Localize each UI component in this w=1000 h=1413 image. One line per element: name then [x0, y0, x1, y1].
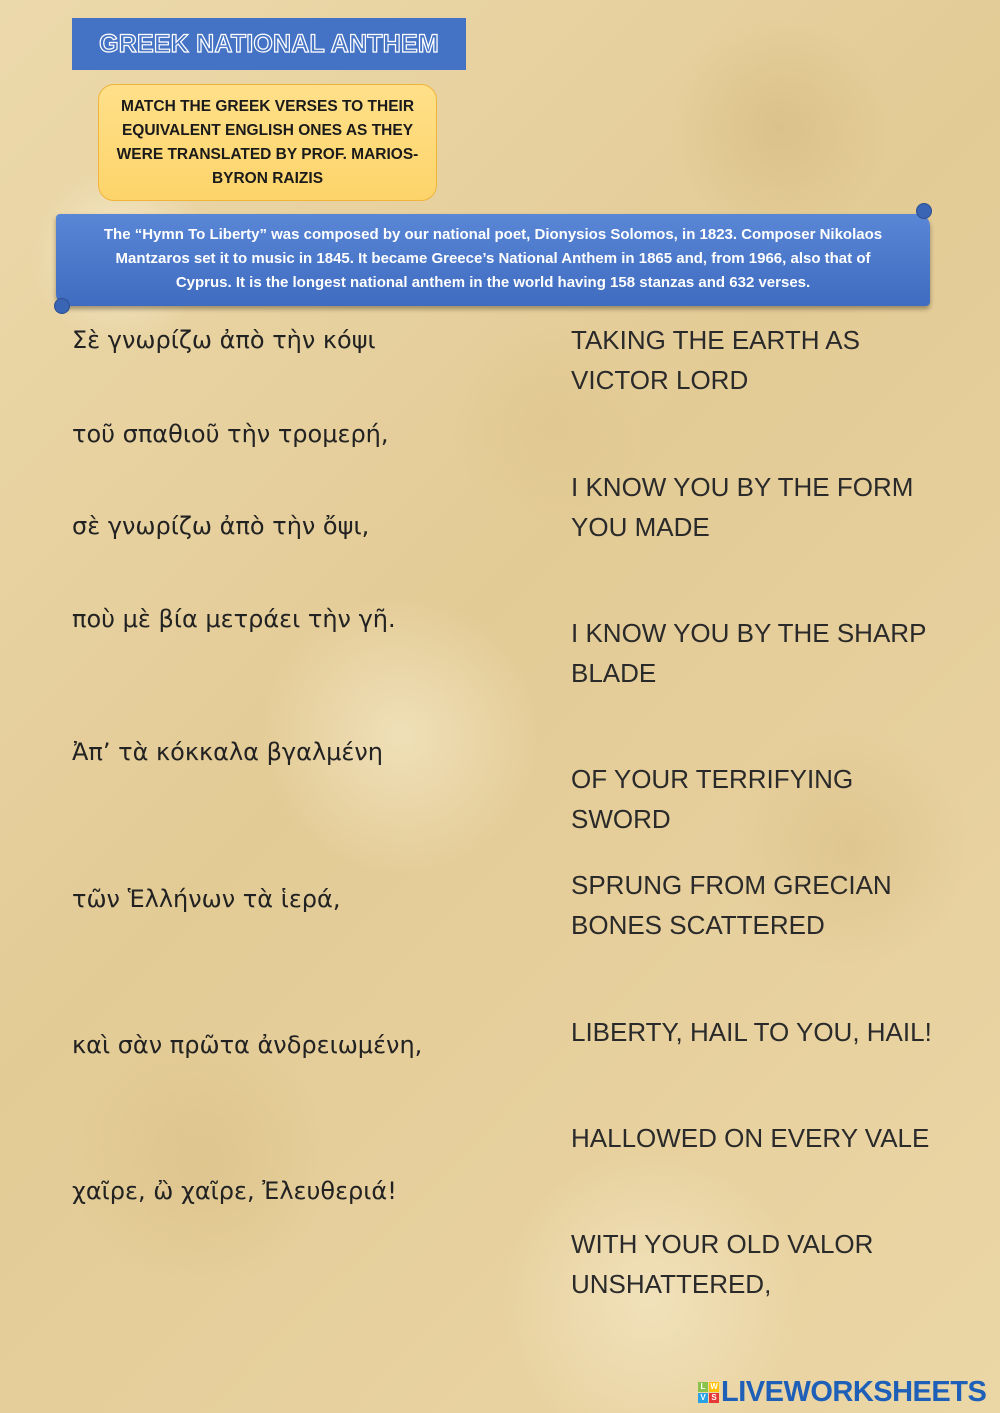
intro-scroll-banner: [56, 214, 930, 306]
intro-line: Mantzaros set it to music in 1845. It became Greece’s National Anthem in 1865 and, from 1966, also that of: [115, 250, 871, 267]
english-verse[interactable]: [571, 1224, 951, 1304]
liveworksheets-logo: [698, 1374, 986, 1410]
english-verse[interactable]: [571, 759, 951, 839]
title-banner: [72, 18, 466, 70]
greek-verse[interactable]: καὶ σὰν πρῶτα ἀνδρειωμένη,: [72, 1031, 423, 1059]
english-verse-line: HALLOWED ON EVERY VALE: [571, 1123, 930, 1153]
english-verse[interactable]: [571, 1118, 951, 1158]
english-verse[interactable]: [571, 865, 951, 945]
english-verse-line: I KNOW YOU BY THE FORM: [571, 472, 914, 502]
english-verse-line: TAKING THE EARTH AS: [571, 325, 860, 355]
greek-verse[interactable]: τοῦ σπαθιοῦ τὴν τρομερή,: [72, 420, 389, 448]
english-verse-line: VICTOR LORD: [571, 365, 749, 395]
liveworksheets-mark-icon: L W V S: [698, 1382, 719, 1403]
greek-verse[interactable]: ποὺ μὲ βία μετράει τὴν γῆ.: [72, 605, 396, 633]
english-verse-line: WITH YOUR OLD VALOR: [571, 1229, 874, 1259]
greek-verse[interactable]: Σὲ γνωρίζω ἀπὸ τὴν κόψι: [72, 326, 376, 354]
greek-verse[interactable]: χαῖρε, ὢ χαῖρε, Ἐλευθεριά!: [72, 1177, 397, 1205]
english-verse-line: OF YOUR TERRIFYING SWORD: [571, 764, 854, 834]
intro-line: The “Hymn To Liberty” was composed by our national poet, Dionysios Solomos, in 1823. Composer Nikolaos: [103, 226, 883, 243]
greek-verse[interactable]: σὲ γνωρίζω ἀπὸ τὴν ὄψι,: [72, 512, 370, 540]
instruction-text: MATCH THE GREEK VERSES TO THEIR EQUIVALENT ENGLISH ONES AS THEY WERE TRANSLATED BY PROF. MARIOS-BYRON RAIZIS: [116, 97, 419, 187]
english-verse-line: BLADE: [571, 658, 657, 688]
english-verse[interactable]: [571, 320, 951, 400]
intro-line: Cyprus. It is the longest national anthem in the world having 158 stanzas and 632 verses.: [175, 274, 811, 291]
english-verse[interactable]: [571, 613, 951, 693]
english-verse-line: LIBERTY, HAIL TO YOU, HAIL!: [571, 1017, 932, 1047]
english-verse[interactable]: [571, 467, 951, 547]
page-title: GREEK NATIONAL ANTHEM: [99, 29, 439, 58]
english-verse[interactable]: [571, 1012, 951, 1052]
english-verse-line: UNSHATTERED,: [571, 1269, 772, 1299]
english-verse-line: SPRUNG FROM GRECIAN: [571, 870, 892, 900]
english-verse-line: YOU MADE: [571, 512, 710, 542]
scroll-curl-decoration: [916, 203, 932, 219]
greek-verse[interactable]: Ἀπ’ τὰ κόκκαλα βγαλμένη: [72, 738, 384, 766]
scroll-curl-decoration: [54, 298, 70, 314]
english-verse-line: I KNOW YOU BY THE SHARP: [571, 618, 927, 648]
logo-text: LIVEWORKSHEETS: [721, 1375, 987, 1408]
english-verse-line: BONES SCATTERED: [571, 910, 825, 940]
instruction-box: [98, 84, 437, 201]
greek-verse[interactable]: τῶν Ἑλλήνων τὰ ἱερά,: [72, 885, 341, 913]
